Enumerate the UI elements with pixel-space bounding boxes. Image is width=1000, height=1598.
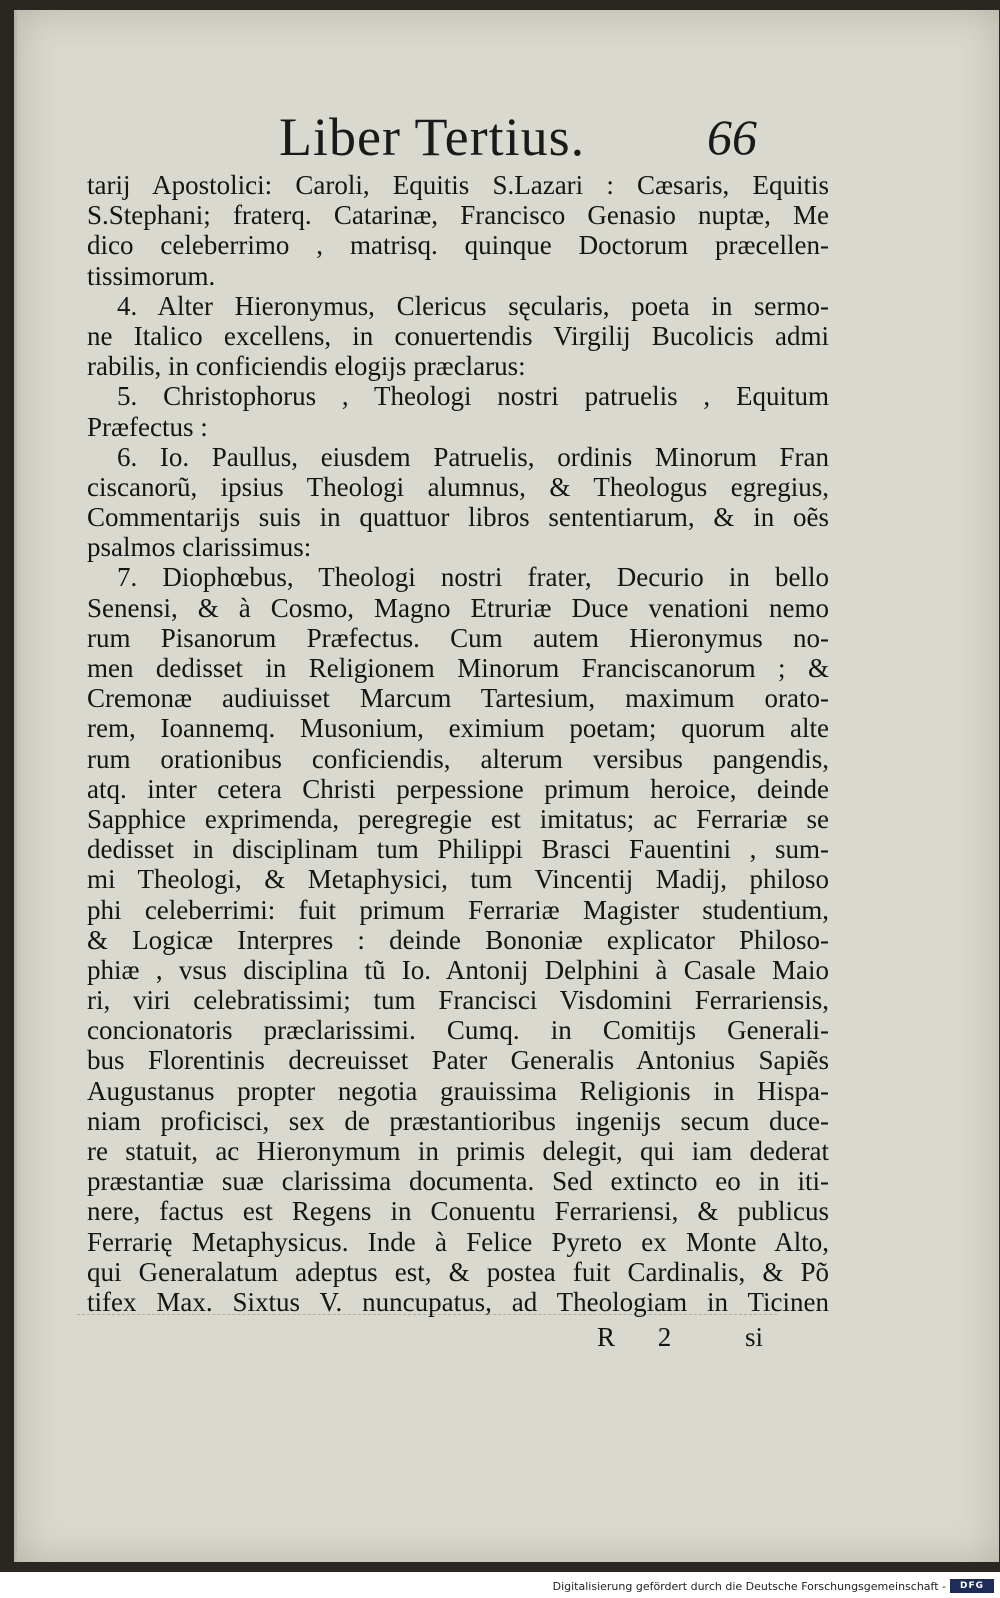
text-line: rum Pisanorum Præfectus. Cum autem Hieronymus no- [87, 622, 829, 653]
text-line: S.Stephani; fraterq. Catarinæ, Francisco Genasio nuptæ, Me [87, 200, 829, 231]
page-bottom-rule [77, 1314, 777, 1315]
text-line: atq. inter cetera Christi perpessione primum heroice, deinde [87, 773, 829, 804]
text-line: Cremonæ audiuisset Marcum Tartesium, maximum orato- [87, 683, 829, 714]
text-line: psalmos clarissimus: [87, 532, 312, 563]
text-line: dico celeberrimo , matrisq. quinque Doctorum præcellen- [87, 230, 829, 261]
text-line: tarij Apostolici: Caroli, Equitis S.Lazari : Cæsaris, Equitis [87, 170, 829, 200]
footer-credit: Digitalisierung gefördert durch die Deutsche Forschungsgemeinschaft - [552, 1580, 946, 1593]
text-line: Senensi, & à Cosmo, Magno Etruriæ Duce venationi nemo [87, 592, 829, 623]
text-line: tifex Max. Sixtus V. nuncupatus, ad Theologiam in Ticinen [87, 1286, 829, 1317]
text-line: phi celeberrimi: fuit primum Ferrariæ Magister studentium, [87, 894, 829, 925]
text-line: 5. Christophorus , Theologi nostri patruelis , Equitum [117, 381, 829, 412]
text-line: tissimorum. [87, 260, 216, 291]
book-page [14, 10, 999, 1562]
text-line: 4. Alter Hieronymus, Clericus sęcularis, poeta in sermo- [117, 290, 829, 321]
text-line: Commentarijs suis in quattuor libros sententiarum, & in oẽs [87, 502, 829, 533]
text-line: 6. Io. Paullus, eiusdem Patruelis, ordinis Minorum Fran [117, 441, 829, 472]
text-line: rum orationibus conficiendis, alterum versibus pangendis, [87, 743, 829, 774]
text-line: ne Italico excellens, in conuertendis Virgilij Bucolicis admi [87, 320, 829, 351]
dfg-logo-icon: DFG [950, 1579, 994, 1593]
text-line: 7. Diophœbus, Theologi nostri frater, Decurio in bello [117, 562, 829, 593]
text-line: rabilis, in conficiendis elogijs præclarus: [87, 351, 526, 382]
text-line: rem, Ioannemq. Musonium, eximium poetam; quorum alte [87, 713, 829, 744]
digitization-footer [0, 1576, 1000, 1598]
text-line: concionatoris præclarissimi. Cumq. in Comitijs Generali- [87, 1015, 829, 1046]
text-line: dedisset in disciplinam tum Philippi Brasci Fauentini , sum- [87, 834, 829, 865]
text-line: re statuit, ac Hieronymum in primis delegit, qui iam dederat [87, 1136, 829, 1166]
text-line: ri, viri celebratissimi; tum Francisci Visdomini Ferrariensis, [87, 985, 829, 1016]
signature-line [17, 1322, 999, 1362]
running-title: Liber Tertius. [279, 107, 586, 167]
signature-mark: R 2 [597, 1322, 690, 1352]
text-line: nere, factus est Regens in Conuentu Ferrariensi, & publicus [87, 1196, 829, 1227]
text-line: Augustanus propter negotia grauissima Religionis in Hispa- [87, 1075, 829, 1106]
body-text [87, 170, 829, 1317]
text-line: Præfectus : [87, 411, 208, 442]
text-line: & Logicæ Interpres : deinde Bononiæ explicator Philoso- [87, 924, 829, 955]
text-line: præstantiæ suæ clarissima documenta. Sed extincto eo in iti- [87, 1166, 829, 1197]
text-line: Sapphice exprimenda, peregregie est imitatus; ac Ferrariæ se [87, 803, 829, 834]
text-line: men dedisset in Religionem Minorum Franciscanorum ; & [87, 653, 829, 683]
text-line: phiæ , vsus disciplina tũ Io. Antonij Delphini à Casale Maio [87, 954, 829, 985]
text-line: niam proficisci, sex de præstantioribus ingenijs secum duce- [87, 1105, 829, 1136]
catchword: si [745, 1322, 764, 1352]
text-line: Ferrarię Metaphysicus. Inde à Felice Pyreto ex Monte Alto, [87, 1226, 829, 1257]
folio-number: 66 [707, 109, 757, 165]
page-header [17, 106, 999, 176]
text-line: qui Generalatum adeptus est, & postea fuit Cardinalis, & Põ [87, 1256, 829, 1287]
text-line: ciscanorũ, ipsius Theologi alumnus, & Theologus egregius, [87, 471, 829, 502]
text-line: bus Florentinis decreuisset Pater Generalis Antonius Sapiẽs [87, 1045, 829, 1076]
text-line: mi Theologi, & Metaphysici, tum Vincentij Madij, philoso [87, 864, 829, 895]
